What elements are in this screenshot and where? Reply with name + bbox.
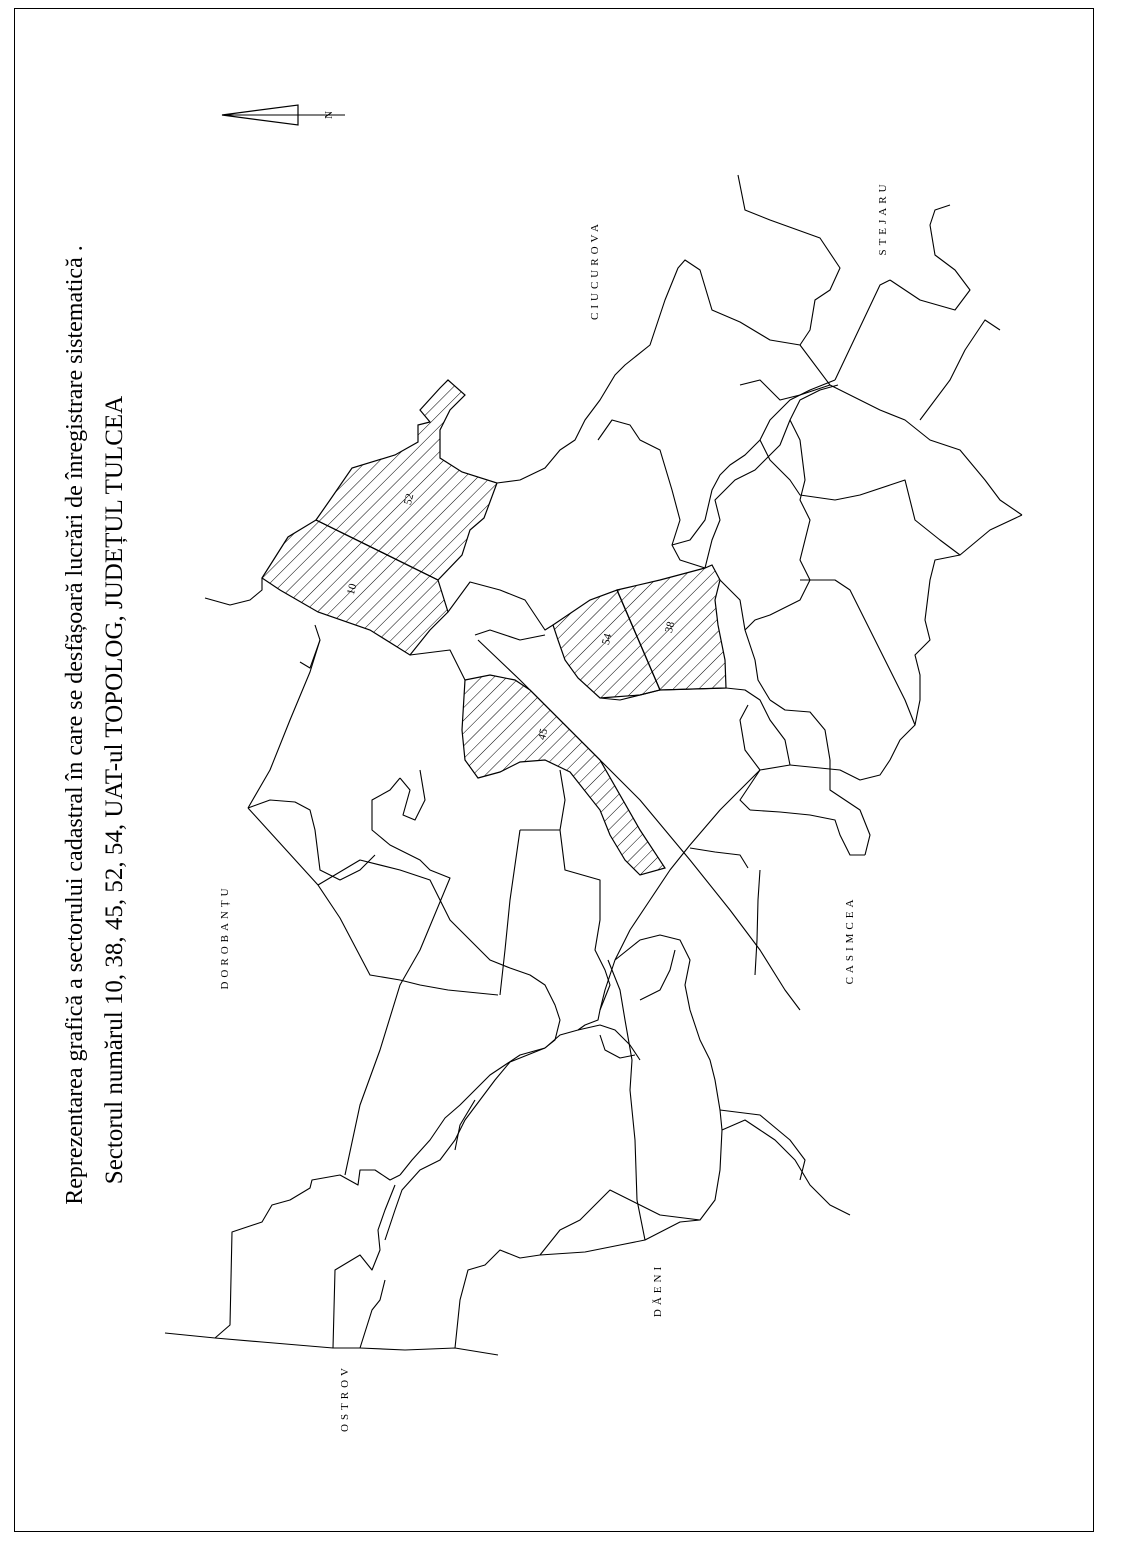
north-arrow-icon	[222, 105, 345, 125]
sectors-layer	[262, 380, 726, 875]
sector-54-label: 54	[599, 632, 615, 647]
north-label: N	[323, 111, 335, 119]
neighbor-ostrov: OSTROV	[339, 1363, 351, 1433]
neighbor-casimcea: CASIMCEA	[844, 895, 856, 985]
neighbor-labels	[219, 180, 889, 1432]
neighbor-ciucurova: CIUCUROVA	[589, 220, 601, 320]
neighbor-daeni: DĂENI	[652, 1262, 664, 1318]
sector-52-label: 52	[401, 492, 417, 507]
sector-45-label: 45	[535, 727, 551, 742]
map-title-line2: Sectorul numărul 10, 38, 45, 52, 54, UAT-ul TOPOLOG, JUDEȚUL TULCEA	[101, 395, 128, 1185]
neighbor-stejaru: STEJARU	[877, 180, 889, 256]
map-title-line1: Reprezentarea grafică a sectorului cadastral în care se desfășoară lucrări de înregistrare sistematică .	[62, 245, 88, 1205]
sector-10-label: 10	[344, 582, 360, 597]
sector-45-area	[462, 675, 665, 875]
neighbor-dorobantu: DOROBANȚU	[219, 884, 231, 990]
sector-38-label: 38	[662, 620, 678, 635]
